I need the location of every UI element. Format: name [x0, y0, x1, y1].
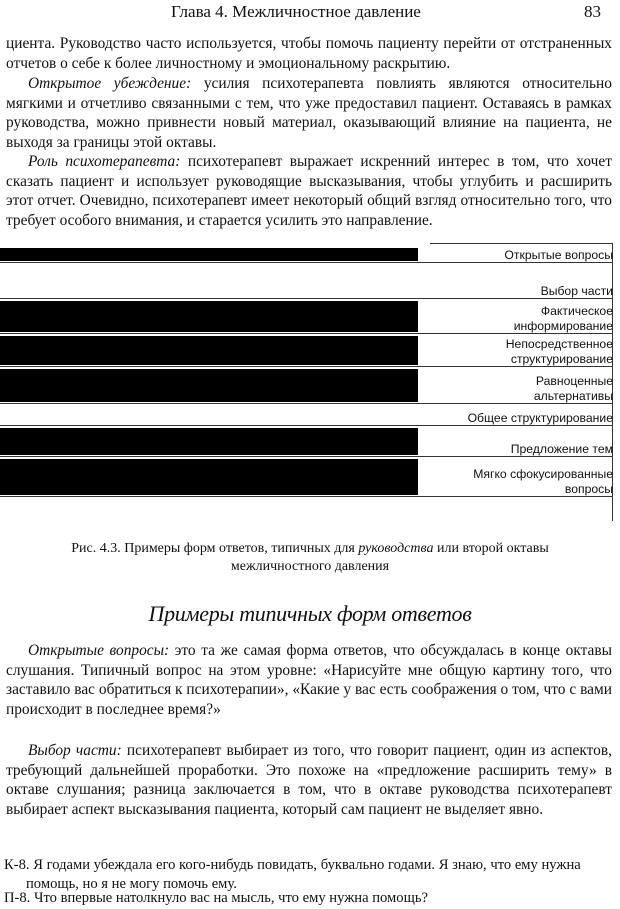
- figure-row-rule: [0, 496, 613, 497]
- figure-label-line: информирование: [513, 319, 613, 333]
- figure-label-line: Общее структурирование: [467, 411, 613, 425]
- page-number: 83: [584, 2, 601, 21]
- figure-bar: [0, 336, 418, 365]
- figure-label-line: Мягко сфокусированные: [473, 467, 613, 481]
- dialog-k8: [4, 856, 616, 893]
- paragraph-text: это та же самая форма ответов, что обсуждалась в конце октавы слушания. Типичный вопрос на этом уровне: «Нарисуйте мне общую картину того, что заставило вас обратиться к психотерапии», «Какие у вас есть соображения о том, что с вами происходит в последнее время?»: [6, 642, 612, 718]
- term-open-persuasion: Открытое убеждение:: [28, 75, 192, 92]
- paragraph-text: циента. Руководство часто используется, чтобы помочь пациенту перейти от отстраненных отчетов о себе к более личностному и эмоциональному раскрытию.: [6, 35, 612, 72]
- figure-bar: [0, 459, 418, 495]
- figure-row: [0, 367, 620, 404]
- figure-bar: [0, 428, 418, 455]
- paragraph-part-selection: [6, 741, 612, 819]
- paragraph-text: усилия психотерапевта повлиять являются относительно мягкими и отчетливо связанными с тем, что уже предоставил пациент. Оставаясь в рамках руководства, можно привнести новый материал, оказывающий влияние на пациента, не выходя за границы этой октавы.: [6, 75, 612, 151]
- figure-row: [0, 299, 620, 334]
- figure-bar: [0, 301, 418, 332]
- figure-label: [433, 426, 613, 457]
- running-header: [0, 0, 620, 22]
- figure-label-line: Предложение тем: [510, 442, 613, 456]
- caption-line-2: межличностного давления: [230, 559, 390, 574]
- term-open-questions: Открытые вопросы:: [28, 642, 170, 659]
- figure-label-line: Равноценные: [535, 374, 613, 388]
- figure-4-3: [0, 243, 620, 523]
- figure-label: [433, 367, 613, 404]
- figure-bar: [0, 369, 418, 402]
- figure-bar: [0, 248, 418, 261]
- dialog-p8-line: П-8. Что впервые натолкнуло вас на мысль, что ему нужна помощь?: [4, 890, 428, 906]
- figure-row: [0, 334, 620, 367]
- paragraph-text: психотерапевт выражает искренний интерес в том, что хочет сказать пациент и использует руководящие высказывания, чтобы углубить и расширить этот отчет. Очевидно, психотерапевт имеет некоторый общий взгляд относительно того, что требует особого внимания, и старается усилить это направление.: [6, 153, 612, 229]
- section-title: Примеры типичных форм ответов: [148, 601, 472, 626]
- caption-emphasis: руководства: [358, 541, 434, 556]
- dialog-p8: [4, 889, 616, 908]
- caption-prefix: Рис. 4.3. Примеры форм ответов, типичных для: [71, 541, 359, 556]
- caption-suffix: или второй октавы: [433, 541, 549, 556]
- term-therapist-role: Роль психотерапевта:: [28, 153, 181, 170]
- figure-row: [0, 404, 620, 426]
- figure-label: [433, 457, 613, 497]
- figure-label: [433, 299, 613, 334]
- figure-label-line: Открытые вопросы: [504, 248, 613, 262]
- figure-label-line: вопросы: [564, 482, 613, 496]
- figure-caption: [0, 540, 620, 576]
- figure-label-line: Непосредственное: [505, 337, 613, 351]
- figure-label-line: альтернативы: [533, 389, 613, 403]
- dialog-k8-line2: помощь, но я не могу помочь ему.: [26, 875, 237, 892]
- dialog-k8-line1: К-8. Я годами убеждала его кого-нибудь повидать, буквально годами. Я знаю, что ему нужна: [4, 857, 581, 873]
- figure-label-line: структурирование: [510, 352, 613, 366]
- term-part-selection: Выбор части:: [28, 742, 122, 759]
- paragraph-open-questions: [6, 641, 612, 719]
- figure-row: [0, 263, 620, 299]
- figure-label: [433, 246, 613, 263]
- figure-label-line: Выбор части: [540, 284, 613, 298]
- figure-label: [433, 263, 613, 299]
- figure-label: [433, 334, 613, 367]
- chapter-title: Глава 4. Межличностное давление: [171, 2, 421, 21]
- figure-row: [0, 457, 620, 497]
- paragraph-open-persuasion: [6, 74, 612, 152]
- figure-row: [0, 426, 620, 457]
- figure-label-line: Фактическое: [540, 304, 613, 318]
- paragraph-text: психотерапевт выбирает из того, что говорит пациент, один из аспектов, требующий дальнейшей проработки. Это похоже на «предложение расширить тему» в октаве слушания; разница заключается в том, что в октаве руководства психотерапевт выбирает аспект высказывания пациента, который сам пациент не выделяет явно.: [6, 742, 612, 818]
- paragraph-therapist-role: [6, 152, 612, 230]
- figure-label: [433, 404, 613, 426]
- figure-row: [0, 246, 620, 263]
- figure-top-rule: [430, 243, 613, 244]
- paragraph-continuation: [6, 34, 612, 73]
